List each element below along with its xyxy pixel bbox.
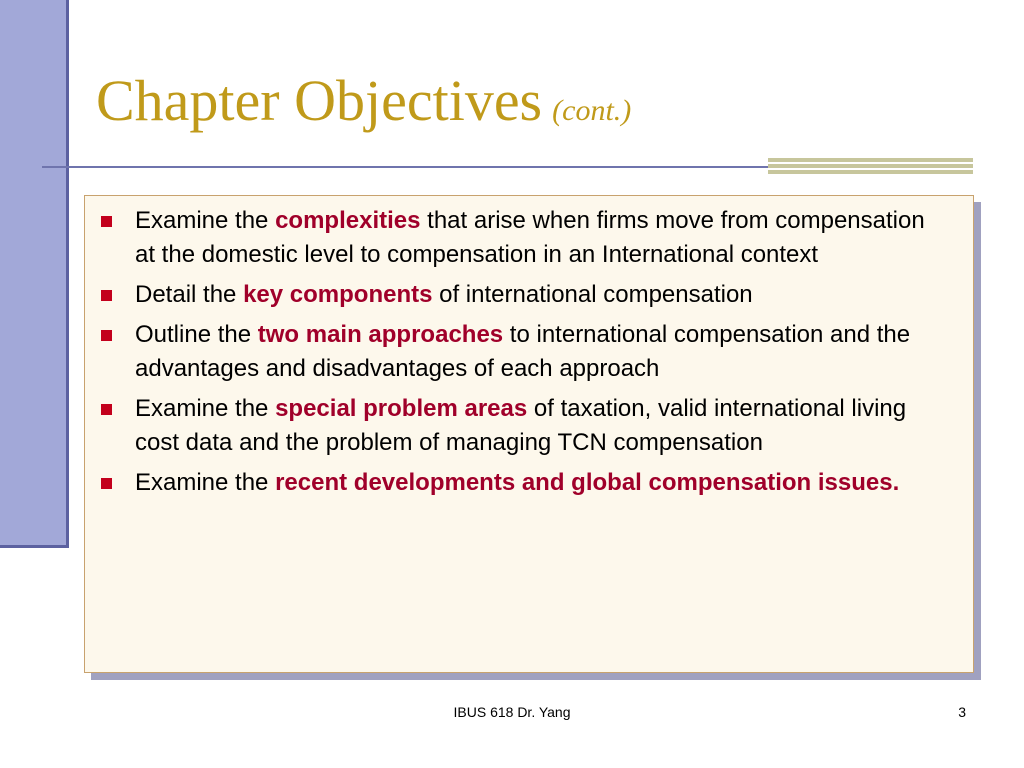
title-text: Chapter Objectives <box>96 68 543 133</box>
left-accent-bar <box>0 0 69 548</box>
bullet-text: of taxation, valid international living cost data and the problem of managing TCN compensation <box>135 395 907 456</box>
bullet-text: Detail the <box>135 281 244 308</box>
bullet-text: Examine the <box>135 469 276 496</box>
list-item <box>97 278 951 312</box>
square-bullet-icon <box>101 216 112 227</box>
square-bullet-icon <box>101 330 112 341</box>
list-item <box>97 392 951 460</box>
bullet-highlight: complexities <box>275 207 421 234</box>
content-box <box>84 195 974 673</box>
list-item <box>97 204 951 272</box>
bullet-text: that arise when firms move from compensation at the domestic level to compensation in an International context <box>135 207 925 268</box>
title-accent-stripes <box>768 158 973 176</box>
square-bullet-icon <box>101 478 112 489</box>
bullet-text: Examine the <box>135 207 276 234</box>
bullet-text: Outline the <box>135 321 258 348</box>
bullet-highlight: recent developments and global compensation issues. <box>275 469 900 496</box>
square-bullet-icon <box>101 404 112 415</box>
bullet-text: to international compensation and the advantages and disadvantages of each approach <box>135 321 911 382</box>
bullet-highlight: two main approaches <box>257 321 504 348</box>
slide-title <box>96 68 632 133</box>
page-number: 3 <box>958 704 966 720</box>
title-suffix: (cont.) <box>552 94 632 127</box>
list-item <box>97 318 951 386</box>
bullet-text: of international compensation <box>432 281 753 308</box>
objectives-list <box>97 204 951 500</box>
bullet-highlight: key components <box>243 281 433 308</box>
square-bullet-icon <box>101 290 112 301</box>
bullet-highlight: special problem areas <box>275 395 528 422</box>
footer-text: IBUS 618 Dr. Yang <box>453 704 571 720</box>
list-item <box>97 466 951 500</box>
bullet-text: Examine the <box>135 395 276 422</box>
